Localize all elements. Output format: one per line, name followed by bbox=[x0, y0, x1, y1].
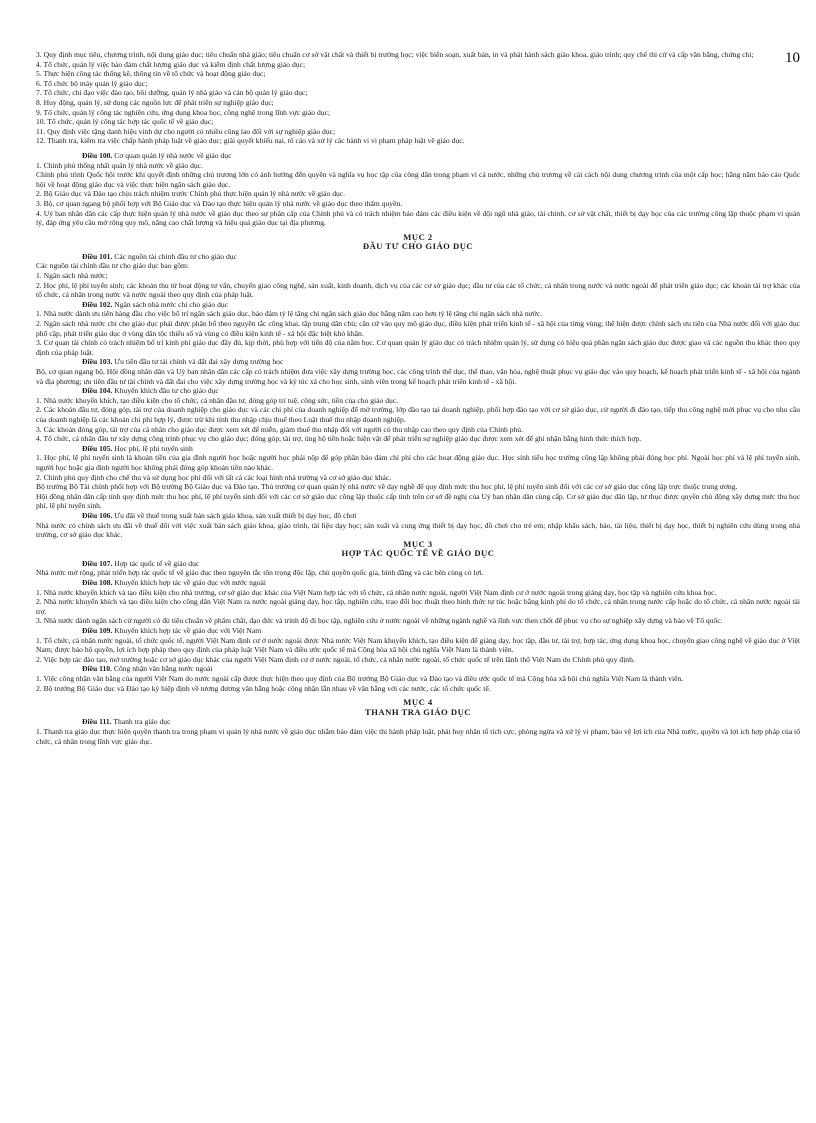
article-107-heading bbox=[36, 559, 800, 569]
page-number: 10 bbox=[785, 50, 800, 66]
list-item: Hội đồng nhân dân cấp tỉnh quy định mức thu học phí, lệ phí tuyển sinh đối với các cơ sở giáo dục công lập thuộc cấp tỉnh trên cơ sở đề nghị của Uỷ ban nhân dân cùng cấp. Cơ sở giáo dục dân lập, tư thục được quyền chủ động xây dựng mức thu học phí, lệ phí tuyển sinh. bbox=[36, 491, 800, 511]
article-102-heading bbox=[36, 300, 800, 310]
list-item: 2. Việc hợp tác đào tạo, mở trường hoặc cơ sở giáo dục khác của người Việt Nam định cư ở nước ngoài, tổ chức, cá nhân nước ngoài, tổ chức quốc tế trên lãnh thổ Việt Nam do Chính phủ quy định. bbox=[36, 654, 635, 664]
article-title: Khuyến khích hợp tác về giáo dục với nước ngoài bbox=[114, 578, 267, 588]
list-item: 10. Tổ chức, quản lý công tác hợp tác quốc tế về giáo dục; bbox=[36, 117, 214, 127]
article-110-heading bbox=[36, 664, 800, 674]
list-item: 5. Thực hiện công tác thống kê, thông tin về tổ chức và hoạt động giáo dục; bbox=[36, 69, 266, 79]
article-111-heading bbox=[36, 717, 800, 727]
article-100-heading bbox=[36, 151, 800, 161]
article-label: Điều 107. bbox=[82, 558, 113, 568]
article-label: Điều 109. bbox=[82, 626, 113, 636]
article-label: Điều 102. bbox=[82, 299, 113, 309]
top-items bbox=[36, 50, 800, 146]
article-title: Ưu đãi về thuế trong xuất bản sách giáo khoa, sản xuất thiết bị dạy học, đồ chơi bbox=[114, 510, 357, 520]
section-label: MỤC 4 bbox=[403, 697, 433, 708]
list-item: 2. Bộ Giáo dục và Đào tạo chịu trách nhiệm trước Chính phủ thực hiện quản lý nhà nước về giáo dục. bbox=[36, 189, 346, 199]
list-item: 4. Tổ chức, cá nhân đầu tư xây dựng công trình phục vụ cho giáo dục; đóng góp, tài trợ, ủng hộ tiền hoặc hiện vật để phát triển sự nghiệp giáo dục được xem xét để ghi nhận bằng hình thức thích hợp. bbox=[36, 434, 642, 444]
section-title: HỢP TÁC QUỐC TẾ VỀ GIÁO DỤC bbox=[341, 548, 495, 559]
list-item: 7. Tổ chức, chỉ đạo việc đào tạo, bồi dưỡng, quản lý nhà giáo và cán bộ quản lý giáo dục; bbox=[36, 88, 308, 98]
list-item: 1. Chính phủ thống nhất quản lý nhà nước về giáo dục. bbox=[36, 160, 203, 170]
list-item: 1. Ngân sách nhà nước; bbox=[36, 271, 108, 281]
section-title: ĐẦU TƯ CHO GIÁO DỤC bbox=[362, 241, 474, 252]
list-item: 2. Nhà nước khuyến khích và tạo điều kiện cho công dân Việt Nam ra nước ngoài giảng dạy, học tập, nghiên cứu, trao đổi học thuật theo hình thức tự túc hoặc bằng kinh phí do tổ chức, cá nhân trong nước cấp hoặc do tổ chức, cá nhân nước ngoài tài trợ. bbox=[36, 597, 800, 616]
list-item: 1. Nhà nước dành ưu tiên hàng đầu cho việc bố trí ngân sách giáo dục, bảo đảm tỷ lệ tăng chi ngân sách giáo dục hằng năm cao hơn tỷ lệ tăng chi ngân sách nhà nước. bbox=[36, 309, 543, 319]
article-label: Điều 104. bbox=[82, 386, 113, 396]
article-label: Điều 100. bbox=[82, 150, 113, 160]
article-label: Điều 103. bbox=[82, 357, 113, 367]
list-item: 1. Việc công nhận văn bằng của người Việt Nam do nước ngoài cấp được thực hiện theo quy định của Bộ trưởng Bộ Giáo dục và Đào tạo và điều ước quốc tế mà Cộng hòa xã hội chủ nghĩa Việt Nam là thành viên. bbox=[36, 674, 684, 683]
list-item: 2. Chính phủ quy định cho chế thu và sử dụng học phí đối với tất cả các loại hình nhà trường và cơ sở giáo dục khác. bbox=[36, 472, 392, 482]
list-item: 3. Các khoản đóng góp, tài trợ của cá nhân cho giáo dục được xem xét để miễn, giảm thuế thu nhập đối với người có thu nhập cao theo quy định của Chính phủ. bbox=[36, 424, 523, 434]
article-label: Điều 105. bbox=[82, 443, 113, 453]
list-item: 6. Tổ chức bộ máy quản lý giáo dục; bbox=[36, 78, 148, 88]
article-title: Công nhận văn bằng nước ngoài bbox=[113, 664, 213, 674]
article-title: Ngân sách nhà nước chi cho giáo dục bbox=[114, 299, 229, 309]
list-item: 3. Nhà nước dành ngân sách cử người có đủ tiêu chuẩn về phẩm chất, đạo đức và trình độ đi học tập, nghiên cứu ở nước ngoài về những ngành nghề và lĩnh vực then chốt để phục vụ cho sự nghiệp xây dựng và bảo vệ Tổ quốc. bbox=[36, 616, 723, 626]
document-page bbox=[36, 50, 800, 1120]
article-title: Khuyến khích đầu tư cho giáo dục bbox=[114, 386, 219, 396]
list-item: 1. Học phí, lệ phí tuyển sinh là khoản tiền của gia đình người học hoặc người học phải nộp để góp phần bảo đảm chi phí cho các hoạt động giáo dục. Học sinh tiểu học trường công lập không phải đóng học phí. Ngoài học phí và lệ phí tuyển sinh, người học hoặc gia đình người học không phải đóng góp khoản tiền nào khác. bbox=[36, 453, 800, 472]
article-title: Các nguồn tài chính đầu tư cho giáo dục bbox=[114, 251, 237, 261]
list-item: 2. Ngân sách nhà nước chi cho giáo dục phải được phân bổ theo nguyên tắc công khai, tập trung dân chủ; căn cứ vào quy mô giáo dục, điều kiện phát triển kinh tế - xã hội của từng vùng; thể hiện được chính sách ưu tiên của Nhà nước đối với giáo dục phổ cập, phát triển giáo dục ở vùng dân tộc thiểu số và vùng có điều kiện kinh tế - xã hội đặc biệt khó khăn. bbox=[36, 319, 800, 338]
section-label: MỤC 3 bbox=[403, 538, 433, 549]
article-109-heading bbox=[36, 626, 800, 636]
list-item: 1. Nhà nước khuyến khích, tạo điều kiện cho tổ chức, cá nhân đầu tư, đóng góp trí tuệ, công sức, tiền của cho giáo dục. bbox=[36, 395, 399, 405]
list-item: 2. Bộ trưởng Bộ Giáo dục và Đào tạo ký hiệp định về tương đương văn bằng hoặc công nhận lẫn nhau về văn bằng với các nước, các tổ chức quốc tế. bbox=[36, 683, 491, 693]
list-item: 1. Thanh tra giáo dục thực hiện quyền thanh tra trong phạm vi quản lý nhà nước về giáo dục nhằm bảo đảm việc thi hành pháp luật, phát huy nhân tố tích cực, phòng ngừa và xử lý vi phạm, bảo vệ lợi ích của Nhà nước, quyền và lợi ích hợp pháp của tổ chức, cá nhân trong lĩnh vực giáo dục. bbox=[36, 726, 800, 746]
article-108-heading bbox=[36, 578, 800, 588]
article-label: Điều 106. bbox=[82, 510, 113, 520]
article-label: Điều 108. bbox=[82, 578, 113, 588]
article-title: Khuyến khích hợp tác về giáo dục với Việt Nam bbox=[114, 626, 262, 636]
article-title: Học phí, lệ phí tuyển sinh bbox=[114, 443, 193, 453]
list-item: Bộ, cơ quan ngang bộ, Hội đồng nhân dân và Uỷ ban nhân dân các cấp có trách nhiệm đưa việc xây dựng trường học, các công trình thể dục, thể thao, văn hóa, nghệ thuật phục vụ giáo dục vào quy hoạch, kế hoạch phát triển kinh tế - xã hội của ngành và địa phương; ưu tiên đầu tư tài chính và đất đai cho việc xây dựng trường học và ký túc xá cho học sinh, sinh viên trong kế hoạch phát triển kinh tế - xã hội. bbox=[36, 367, 800, 386]
list-item: 8. Huy động, quản lý, sử dụng các nguồn lực để phát triển sự nghiệp giáo dục; bbox=[36, 97, 274, 107]
article-106-heading bbox=[36, 511, 800, 521]
list-item: 1. Nhà nước khuyến khích và tạo điều kiện cho nhà trường, cơ sở giáo dục khác của Việt Nam hợp tác với tổ chức, cá nhân nước ngoài, người Việt Nam định cư ở nước ngoài trong giảng dạy, học tập và nghiên cứu khoa học. bbox=[36, 587, 717, 597]
list-item: Nhà nước có chính sách ưu đãi về thuế đối với việc xuất bản sách giáo khoa, giáo trình, tài liệu dạy học; sản xuất và cung ứng thiết bị dạy học, đồ chơi cho trẻ em; nhập khẩu sách, báo, tài liệu, thiết bị dạy học, thiết bị nghiên cứu dùng trong nhà trường, cơ sở giáo dục khác. bbox=[36, 520, 800, 540]
article-label: Điều 101. bbox=[82, 251, 113, 261]
list-item: Nhà nước mở rộng, phát triển hợp tác quốc tế về giáo dục theo nguyên tắc tôn trọng độc lập, chủ quyền quốc gia, bình đẳng và các bên cùng có lợi. bbox=[36, 568, 484, 578]
list-item: 3. Cơ quan tài chính có trách nhiệm bố trí kinh phí giáo dục đầy đủ, kịp thời, phù hợp với tiến độ của năm học. Cơ quan quản lý giáo dục có trách nhiệm quản lý, sử dụng có hiệu quả phần ngân sách giáo dục được giao và các nguồn thu khác theo quy định của pháp luật. bbox=[36, 338, 800, 357]
article-101-heading bbox=[36, 252, 800, 262]
list-item: 9. Tổ chức, quản lý công tác nghiên cứu, ứng dụng khoa học, công nghệ trong lĩnh vực giáo dục; bbox=[36, 107, 331, 117]
article-label: Điều 110. bbox=[82, 664, 112, 674]
article-103-heading bbox=[36, 357, 800, 367]
section-label: MỤC 2 bbox=[403, 231, 433, 242]
list-item: 3. Quy định mục tiêu, chương trình, nội dung giáo dục; tiêu chuẩn nhà giáo; tiêu chuẩn cơ sở vật chất và thiết bị trường học; việc biên soạn, xuất bản, in và phát hành sách giáo khoa, giáo trình; quy chế thi cử và cấp văn bằng, chứng chỉ; bbox=[36, 50, 754, 59]
article-title: Thanh tra giáo dục bbox=[113, 717, 171, 727]
list-item: Bộ trưởng Bộ Tài chính phối hợp với Bộ trưởng Bộ Giáo dục và Đào tạo, Thủ trưởng cơ quan quản lý nhà nước về dạy nghề để quy định mức thu học phí, lệ phí tuyển sinh đối với các cơ sở giáo dục công lập trực thuộc trung ương. bbox=[36, 482, 738, 492]
list-item: 2. Học phí, lệ phí tuyển sinh; các khoản thu từ hoạt động tư vấn, chuyển giao công nghệ, sản xuất, kinh doanh, dịch vụ của các cơ sở giáo dục; đầu tư của các tổ chức, cá nhân trong nước và nước ngoài để phát triển giáo dục; các khoản tài trợ khác của tổ chức, cá nhân trong nước và nước ngoài theo quy định của pháp luật. bbox=[36, 280, 800, 300]
list-item: 11. Quy định việc tặng danh hiệu vinh dự cho người có nhiều công lao đối với sự nghiệp giáo dục; bbox=[36, 126, 336, 136]
list-item: 1. Tổ chức, cá nhân nước ngoài, tổ chức quốc tế, người Việt Nam định cư ở nước ngoài được Nhà nước Việt Nam khuyến khích, tạo điều kiện để giảng dạy, học tập, đầu tư, tài trợ, hợp tác, ứng dụng khoa học, chuyển giao công nghệ về giáo dục ở Việt Nam; được bảo hộ quyền, lợi ích hợp pháp theo quy định của pháp luật Việt Nam và điều ước quốc tế mà Cộng hòa xã hội chủ nghĩa Việt Nam là thành viên. bbox=[36, 635, 800, 655]
list-item: 12. Thanh tra, kiểm tra việc chấp hành pháp luật về giáo dục; giải quyết khiếu nại, tố cáo và xử lý các hành vi vi phạm pháp luật về giáo dục. bbox=[36, 136, 465, 146]
list-item: 4. Tổ chức, quản lý việc bảo đảm chất lượng giáo dục và kiểm định chất lượng giáo dục; bbox=[36, 59, 306, 69]
list-item: Các nguồn tài chính đầu tư cho giáo dục bao gồm: bbox=[36, 261, 190, 271]
list-item: 4. Uỷ ban nhân dân các cấp thực hiện quản lý nhà nước về giáo dục theo sự phân cấp của Chính phủ và có trách nhiệm bảo đảm các điều kiện về đội ngũ nhà giáo, tài chính, cơ sở vật chất, thiết bị dạy học của các trường công lập thuộc phạm vi quản lý, đáp ứng yêu cầu mở rộng quy mô, nâng cao chất lượng và hiệu quả giáo dục tại địa phương. bbox=[36, 208, 800, 228]
article-title: Ưu tiên đầu tư tài chính và đất đai xây dựng trường học bbox=[114, 357, 284, 367]
section-title: THANH TRA GIÁO DỤC bbox=[364, 706, 471, 717]
article-104-heading bbox=[36, 386, 800, 396]
article-title: Hợp tác quốc tế về giáo dục bbox=[114, 558, 200, 568]
article-title: Cơ quan quản lý nhà nước về giáo dục bbox=[114, 150, 232, 160]
article-105-heading bbox=[36, 444, 800, 454]
list-item: Chính phủ trình Quốc hội trước khi quyết định những chủ trương lớn có ảnh hưởng đến quyền và nghĩa vụ học tập của công dân trong phạm vi cả nước, những chủ trương về cải cách nội dung chương trình của một cấp học; hằng năm báo cáo Quốc hội về hoạt động giáo dục và việc thực hiện ngân sách giáo dục. bbox=[36, 170, 800, 189]
list-item: 2. Các khoản đầu tư, đóng góp, tài trợ của doanh nghiệp cho giáo dục và các chi phí của doanh nghiệp để mở trường, lớp đào tạo tại doanh nghiệp, phối hợp đào tạo với cơ sở giáo dục, cử người đi đào tạo, tiếp thu công nghệ mới phục vụ cho nhu cầu của doanh nghiệp là các khoản chi phí hợp lý, được trừ khi tính thu nhập chịu thuế theo Luật thuế thu nhập doanh nghiệp. bbox=[36, 405, 800, 424]
list-item: 3. Bộ, cơ quan ngang bộ phối hợp với Bộ Giáo dục và Đào tạo thực hiện quản lý nhà nước về giáo dục theo thẩm quyền. bbox=[36, 198, 403, 208]
article-label: Điều 111. bbox=[82, 717, 112, 727]
